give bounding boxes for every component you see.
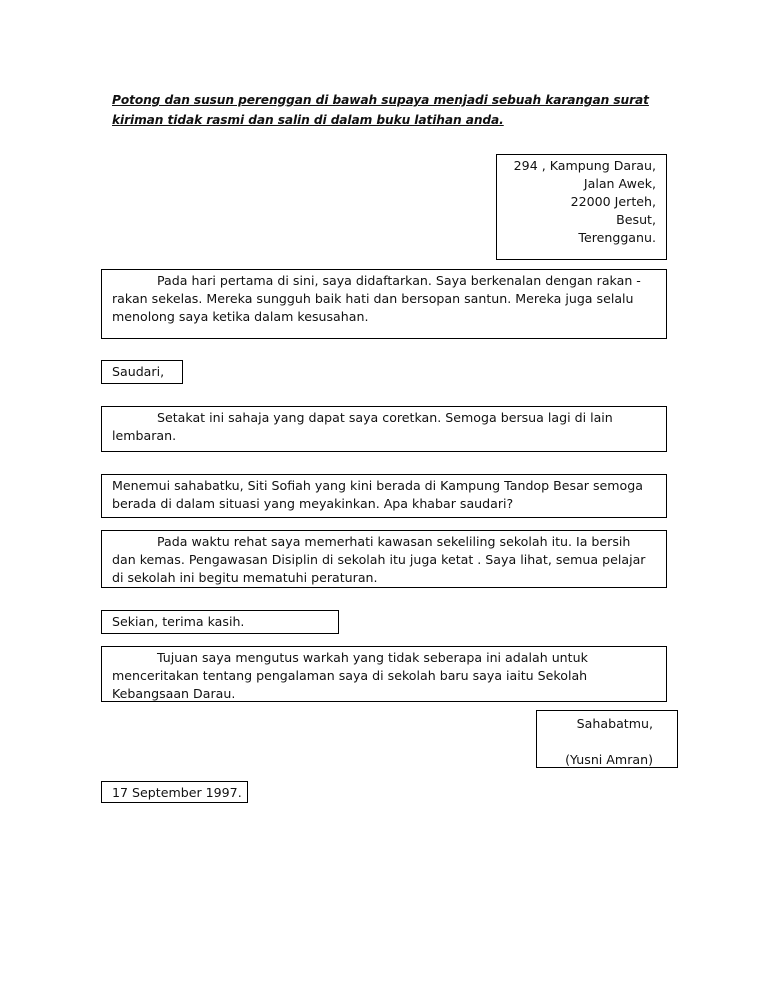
date-box	[101, 781, 248, 803]
address-line: 294 , Kampung Darau,	[513, 158, 656, 173]
address-line: Terengganu.	[578, 230, 656, 245]
address-line: Besut,	[616, 212, 656, 227]
paragraph-first-day: Pada hari pertama di sini, saya didaftarkan. Saya berkenalan dengan rakan -rakan sekelas. Mereka sungguh baik hati dan bersopan santun. Mereka juga selalu menolong saya ketika dalam kesusahan.	[112, 273, 641, 324]
instruction-title: Potong dan susun perenggan di bawah supaya menjadi sebuah karangan surat kiriman tidak rasmi dan salin di dalam buku latihan anda.	[112, 93, 649, 127]
paragraph-purpose: Tujuan saya mengutus warkah yang tidak seberapa ini adalah untuk menceritakan tentang pengalaman saya di sekolah baru saya iaitu Sekolah Kebangsaan Darau.	[112, 650, 588, 701]
signature-box	[536, 710, 678, 768]
salutation-box	[101, 360, 183, 384]
sign-off: Sekian, terima kasih.	[112, 614, 245, 629]
paragraph-closing-box	[101, 406, 667, 452]
paragraph-greeting: Menemui sahabatku, Siti Sofiah yang kini berada di Kampung Tandop Besar semoga berada di dalam situasi yang meyakinkan. Apa khabar saudari?	[112, 478, 643, 511]
salutation: Saudari,	[112, 364, 165, 379]
paragraph-recess-box	[101, 530, 667, 588]
paragraph-greeting-box	[101, 474, 667, 518]
address-line: Jalan Awek,	[583, 176, 656, 191]
address-line: 22000 Jerteh,	[570, 194, 656, 209]
signature-closing: Sahabatmu,	[576, 716, 653, 731]
paragraph-purpose-box	[101, 646, 667, 702]
signature-name: (Yusni Amran)	[565, 752, 653, 767]
paragraph-recess: Pada waktu rehat saya memerhati kawasan sekeliling sekolah itu. Ia bersih dan kemas. Pengawasan Disiplin di sekolah itu juga ketat . Saya lihat, semua pelajar di sekolah ini begitu mematuhi peraturan.	[112, 534, 646, 585]
paragraph-first-day-box	[101, 269, 667, 339]
sign-off-box	[101, 610, 339, 634]
address-box	[496, 154, 667, 260]
paragraph-closing: Setakat ini sahaja yang dapat saya coretkan. Semoga bersua lagi di lain lembaran.	[112, 410, 613, 443]
date: 17 September 1997.	[112, 785, 242, 800]
